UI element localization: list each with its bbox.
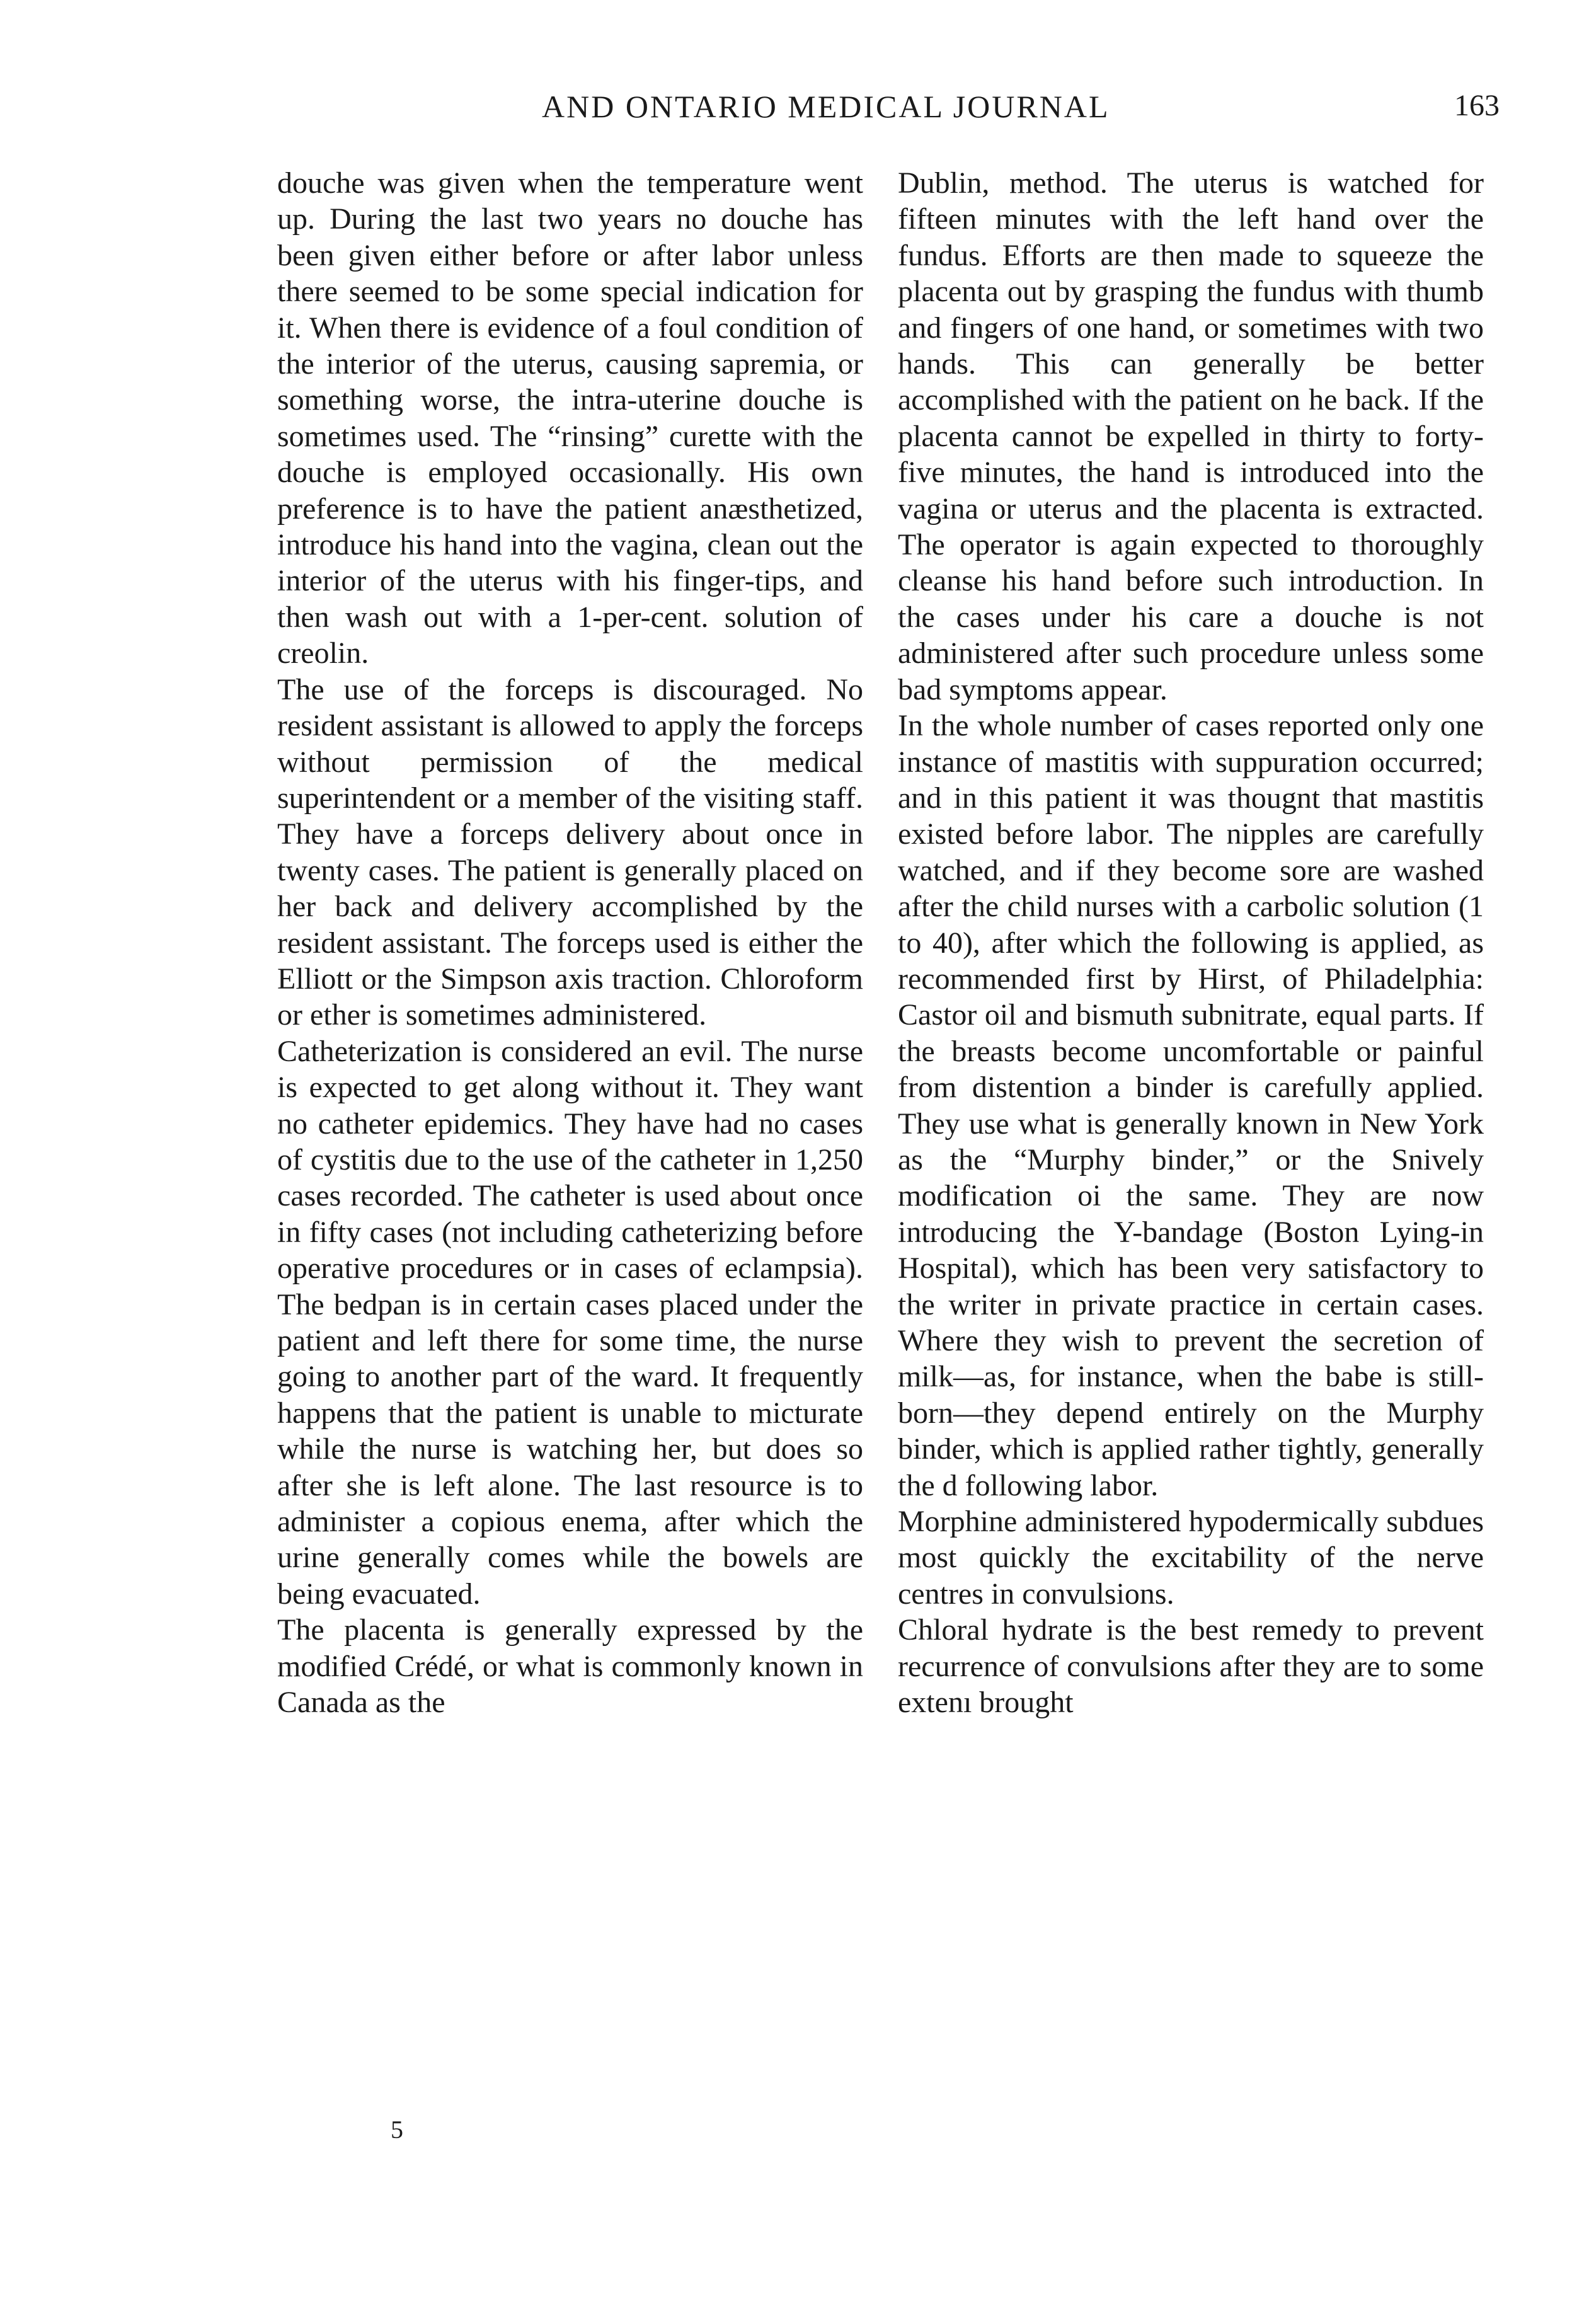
page-number: 163 [1454,89,1500,122]
paragraph: The use of the forceps is discouraged. No resident assistant is allowed to apply the forceps without permission of the medical superintendent or a member of the visiting staff. They have a forceps delivery about once in twenty cases. The patient is generally placed on her back and delivery accomplished by the resident assistant. The forceps used is either the Elliott or the Simpson axis traction. Chloroform or ether is sometimes administered. [277,672,863,1032]
running-header [277,88,1500,139]
paragraph: douche was given when the temperature went up. During the last two years no douche has been given either before or after labor unless there seemed to be some special indication for it. When there is evidence of a foul condition of the interior of the uterus, causing sapremia, or something worse, the intra-uterine douche is sometimes used. The “rinsing” curette with the douche is employed occasionally. His own preference is to have the patient anæsthetized, introduce his hand into the vagina, clean out the interior of the uterus with his finger-tips, and then wash out with a 1-per-cent. solution of creolin. [277,166,863,670]
journal-title: AND ONTARIO MEDICAL JOURNAL [542,89,1110,124]
paragraph: Dublin, method. The uterus is watched for fifteen minutes with the left hand over the fundus. Efforts are then made to squeeze the placenta out by grasping the fundus with thumb and fingers of one hand, or sometimes with two hands. This can generally be better accomplished with the patient on he back. If the placenta cannot be expelled in thirty to forty-five minutes, the hand is introduced into the vagina or uterus and the placenta is extracted. The operator is again expected to thoroughly cleanse his hand before such introduction. In the cases under his care a douche is not administered after such procedure unless some bad symptoms appear. [898,166,1484,706]
right-column [898,165,1484,1720]
signature-mark: 5 [391,2115,403,2144]
paragraph: Catheterization is considered an evil. The nurse is expected to get along without it. They want no catheter epidemics. They have had no cases of cystitis due to the use of the catheter in 1,250 cases recorded. The catheter is used about once in fifty cases (not including catheterizing before operative procedures or in cases of eclampsia). The bedpan is in certain cases placed under the patient and left there for some time, the nurse going to another part of the ward. It frequently happens that the patient is unable to micturate while the nurse is watching her, but does so after she is left alone. The last resource is to administer a copious enema, after which the urine generally comes while the bowels are being evacuated. [277,1034,863,1611]
paragraph: Chloral hydrate is the best remedy to prevent recurrence of convulsions after they are to some extenı brought [898,1613,1484,1720]
paragraph: The placenta is generally expressed by the modified Crédé, or what is commonly known in Canada as the [277,1613,863,1720]
left-column [277,165,863,1720]
paragraph: In the whole number of cases reported only one instance of mastitis with suppuration occurred; and in this patient it was thougnt that mastitis existed before labor. The nipples are carefully watched, and if they become sore are washed after the child nurses with a carbolic solution (1 to 40), after which the following is applied, as recommended first by Hirst, of Philadelphia: Castor oil and bismuth subnitrate, equal parts. If the breasts become uncomfortable or painful from distention a binder is carefully applied. They use what is generally known in New York as the “Murphy binder,” or the Snively modification oi the same. They are now introducing the Y-bandage (Boston Lying-in Hospital), which has been very satisfactory to the writer in private practice in certain cases. Where they wish to prevent the secretion of milk—as, for instance, when the babe is still-born—they depend entirely on the Murphy binder, which is applied rather tightly, generally the d following labor. [898,709,1484,1502]
paragraph: Morphine administered hypodermically subdues most quickly the excitability of the nerve centres in convulsions. [898,1505,1484,1611]
